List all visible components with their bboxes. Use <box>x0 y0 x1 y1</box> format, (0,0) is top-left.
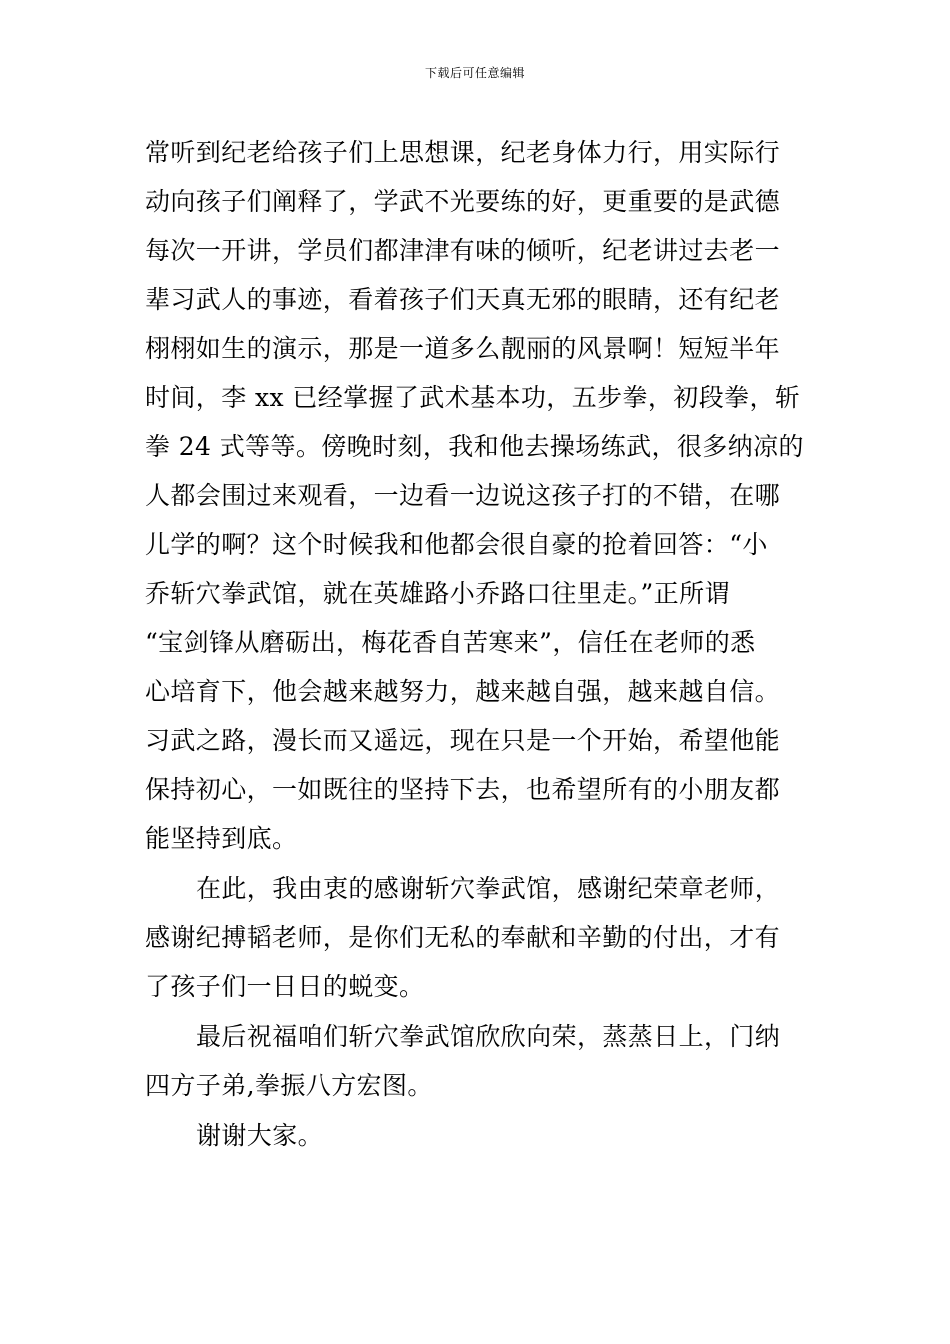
text-line: 常听到纪老给孩子们上思想课，纪老身体力行，用实际行 <box>145 138 781 167</box>
text-line: 最后祝福咱们斩穴拳武馆欣欣向荣，蒸蒸日上，门纳 <box>196 1022 781 1051</box>
text-line: 辈习武人的事迹，看着孩子们天真无邪的眼睛，还有纪老 <box>145 285 781 314</box>
text-line: 能坚持到底。 <box>145 824 298 853</box>
paragraph <box>145 1012 810 1110</box>
text-line: 拳 24 式等等。傍晚时刻，我和他去操场练武，很多纳凉的 <box>145 432 804 461</box>
text-line: 感谢纪搏韬老师，是你们无私的奉献和辛勤的付出，才有 <box>145 923 781 952</box>
text-line: 动向孩子们阐释了，学武不光要练的好，更重要的是武德 <box>145 187 781 216</box>
text-line: 每次一开讲，学员们都津津有味的倾听，纪老讲过去老一 <box>145 236 781 265</box>
paragraph <box>145 1111 810 1160</box>
paragraph <box>145 864 810 1011</box>
document-body <box>145 128 810 1160</box>
text-line: 人都会围过来观看，一边看一边说这孩子打的不错，在哪 <box>145 481 781 510</box>
text-line: 了孩子们一日日的蜕变。 <box>145 972 425 1001</box>
text-line: 栩栩如生的演示，那是一道多么靓丽的风景啊！短短半年 <box>145 334 781 363</box>
text-line: 在此，我由衷的感谢斩穴拳武馆，感谢纪荣章老师， <box>196 874 781 903</box>
text-line: 时间，李 xx 已经掌握了武术基本功，五步拳，初段拳，斩 <box>145 383 801 412</box>
text-line: “宝剑锋从磨砺出，梅花香自苦寒来”，信任在老师的悉 <box>145 628 756 657</box>
text-line: 儿学的啊？这个时候我和他都会很自豪的抢着回答：“小 <box>145 530 768 559</box>
page-header: 下载后可任意编辑 <box>424 66 525 80</box>
paragraph <box>145 128 810 863</box>
text-line: 心培育下，他会越来越努力，越来越自强，越来越自信。 <box>145 677 781 706</box>
text-line: 保持初心，一如既往的坚持下去，也希望所有的小朋友都 <box>145 775 781 804</box>
text-line: 乔斩穴拳武馆，就在英雄路小乔路口往里走。”正所谓 <box>145 579 730 608</box>
text-line: 习武之路，漫长而又遥远，现在只是一个开始，希望他能 <box>145 726 781 755</box>
text-line: 谢谢大家。 <box>196 1121 324 1150</box>
text-line: 四方子弟,拳振八方宏图。 <box>145 1071 433 1100</box>
